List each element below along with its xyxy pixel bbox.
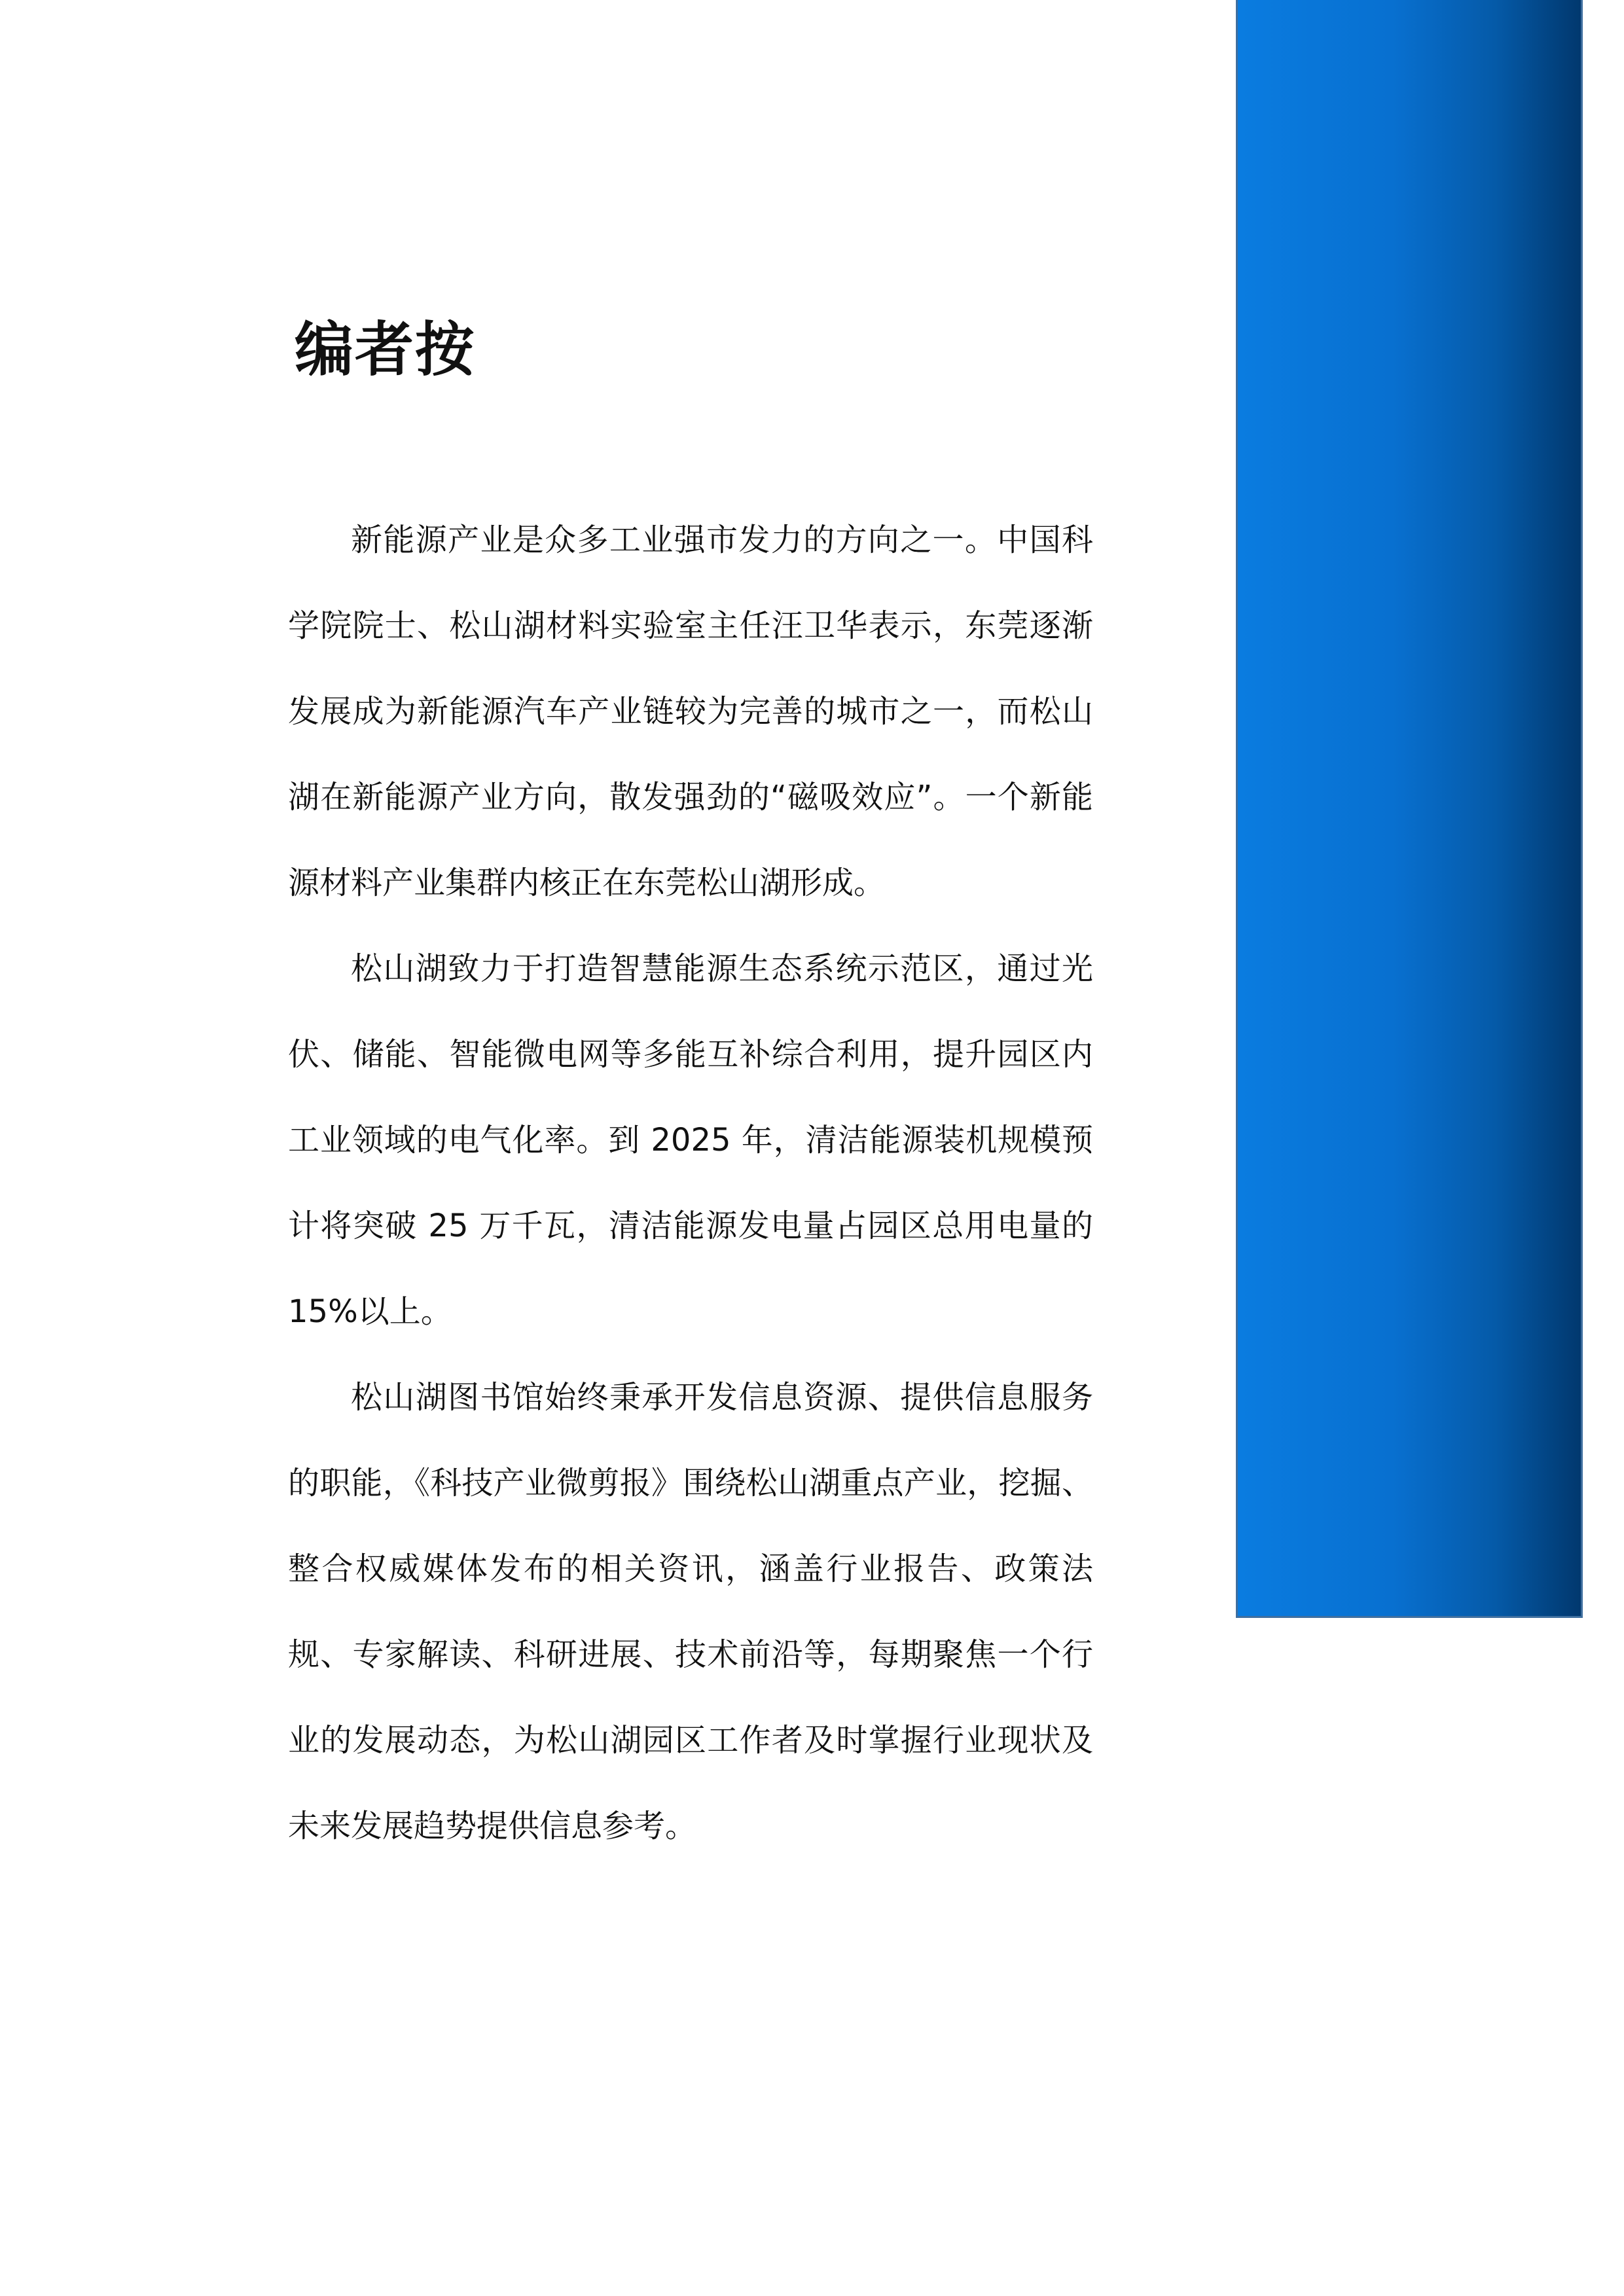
paragraph-2: 松山湖致力于打造智慧能源生态系统示范区，通过光伏、储能、智能微电网等多能互补综合利用，提升园区内工业领域的电气化率。到 2025 年，清洁能源装机规模预计将突破 25 万千瓦，清洁能源发电量占园区总用电量的 15%以上。 bbox=[288, 950, 1093, 1330]
paragraph-3: 松山湖图书馆始终秉承开发信息资源、提供信息服务的职能，《科技产业微剪报》围绕松山湖重点产业，挖掘、整合权威媒体发布的相关资讯，涵盖行业报告、政策法规、专家解读、科研进展、技术前沿等，每期聚焦一个行业的发展动态，为松山湖园区工作者及时掌握行业现状及未来发展趋势提供信息参考。 bbox=[288, 1379, 1093, 1844]
decorative-blue-band bbox=[1236, 0, 1583, 1618]
paragraph-1: 新能源产业是众多工业强市发力的方向之一。中国科学院院士、松山湖材料实验室主任汪卫华表示，东莞逐渐发展成为新能源汽车产业链较为完善的城市之一，而松山湖在新能源产业方向，散发强劲的“磁吸效应”。一个新能源材料产业集群内核正在东莞松山湖形成。 bbox=[288, 522, 1093, 901]
page-title: 编者按 bbox=[295, 315, 475, 384]
editor-note-body bbox=[288, 497, 1093, 1869]
